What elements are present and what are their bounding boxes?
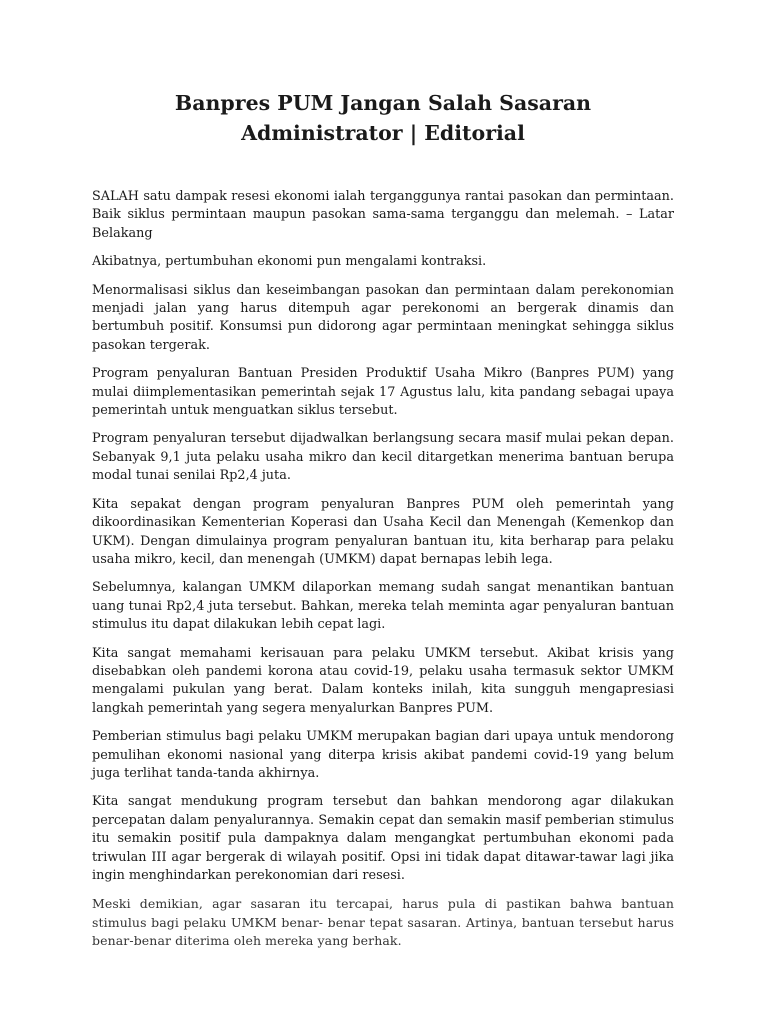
paragraph-7: Sebelumnya, kalangan UMKM dilaporkan memang sudah sangat menantikan bantuan uang tunai Rp2,4 juta tersebut. Bahkan, mereka telah meminta agar penyaluran bantuan stimulus itu dapat dilakukan lebih cepat lagi. [92,580,674,633]
paragraph-2: Akibatnya, pertumbuhan ekonomi pun mengalami kontraksi. [92,254,487,270]
paragraph-8: Kita sangat memahami kerisauan para pelaku UMKM tersebut. Akibat krisis yang disebabkan oleh pandemi korona atau covid-19, pelaku usaha termasuk sektor UMKM mengalami pukulan yang berat. Dalam konteks inilah, kita sungguh mengapresiasi langkah pemerintah yang segera menyalurkan Banpres PUM. [92,645,674,716]
document-page [92,88,674,961]
paragraph-4: Program penyaluran Bantuan Presiden Produktif Usaha Mikro (Banpres PUM) yang mulai diimplementasikan pemerintah sejak 17 Agustus lalu, kita pandang sebagai upaya pemerintah untuk menguatkan siklus tersebut. [92,366,674,419]
paragraph-10: Kita sangat mendukung program tersebut dan bahkan mendorong agar dilakukan percepatan dalam penyalurannya. Semakin cepat dan semakin masif pemberian stimulus itu semakin positif pula dampaknya dalam mengangkat pertumbuhan ekonomi pada triwulan III agar bergerak di wilayah positif. Opsi ini tidak dapat ditawar-tawar lagi jika ingin menghindarkan perekonomian dari resesi. [92,794,674,883]
paragraph-3: Menormalisasi siklus dan keseimbangan pasokan dan permintaan dalam perekonomian menjadi jalan yang harus ditempuh agar perekonomi an bergerak dinamis dan bertumbuh positif. Konsumsi pun didorong agar permintaan meningkat sehingga siklus pasokan tergerak. [92,282,674,353]
paragraph-1: SALAH satu dampak resesi ekonomi ialah terganggunya rantai pasokan dan permintaan. Baik siklus permintaan maupun pasokan sama-sama terganggu dan melemah. – Latar Belakang [92,189,674,241]
paragraph-6: Kita sepakat dengan program penyaluran Banpres PUM oleh pemerintah yang dikoordinasikan Kementerian Koperasi dan Usaha Kecil dan Menengah (Kemenkop dan UKM). Dengan dimulainya program penyaluran bantuan itu, kita berharap para pelaku usaha mikro, kecil, dan menengah (UMKM) dapat bernapas lebih lega. [92,496,674,567]
document-title: Banpres PUM Jangan Salah Sasaran Administrator | Editorial [174,91,592,145]
paragraph-9: Pemberian stimulus bagi pelaku UMKM merupakan bagian dari upaya untuk mendorong pemulihan ekonomi nasional yang diterpa krisis akibat pandemi covid-19 yang belum juga terlihat tanda-tanda akhirnya. [92,729,674,781]
paragraph-11: Meski demikian, agar sasaran itu tercapai, harus pula di pastikan bahwa bantuan stimulus bagi pelaku UMKM benar- benar tepat sasaran. Artinya, bantuan tersebut harus benar-benar diterima oleh mereka yang berhak. [92,896,674,949]
paragraph-5: Program penyaluran tersebut dijadwalkan berlangsung secara masif mulai pekan depan. Sebanyak 9,1 juta pelaku usaha mikro dan kecil ditargetkan menerima bantuan berupa modal tunai senilai Rp2,4 juta. [92,431,674,484]
